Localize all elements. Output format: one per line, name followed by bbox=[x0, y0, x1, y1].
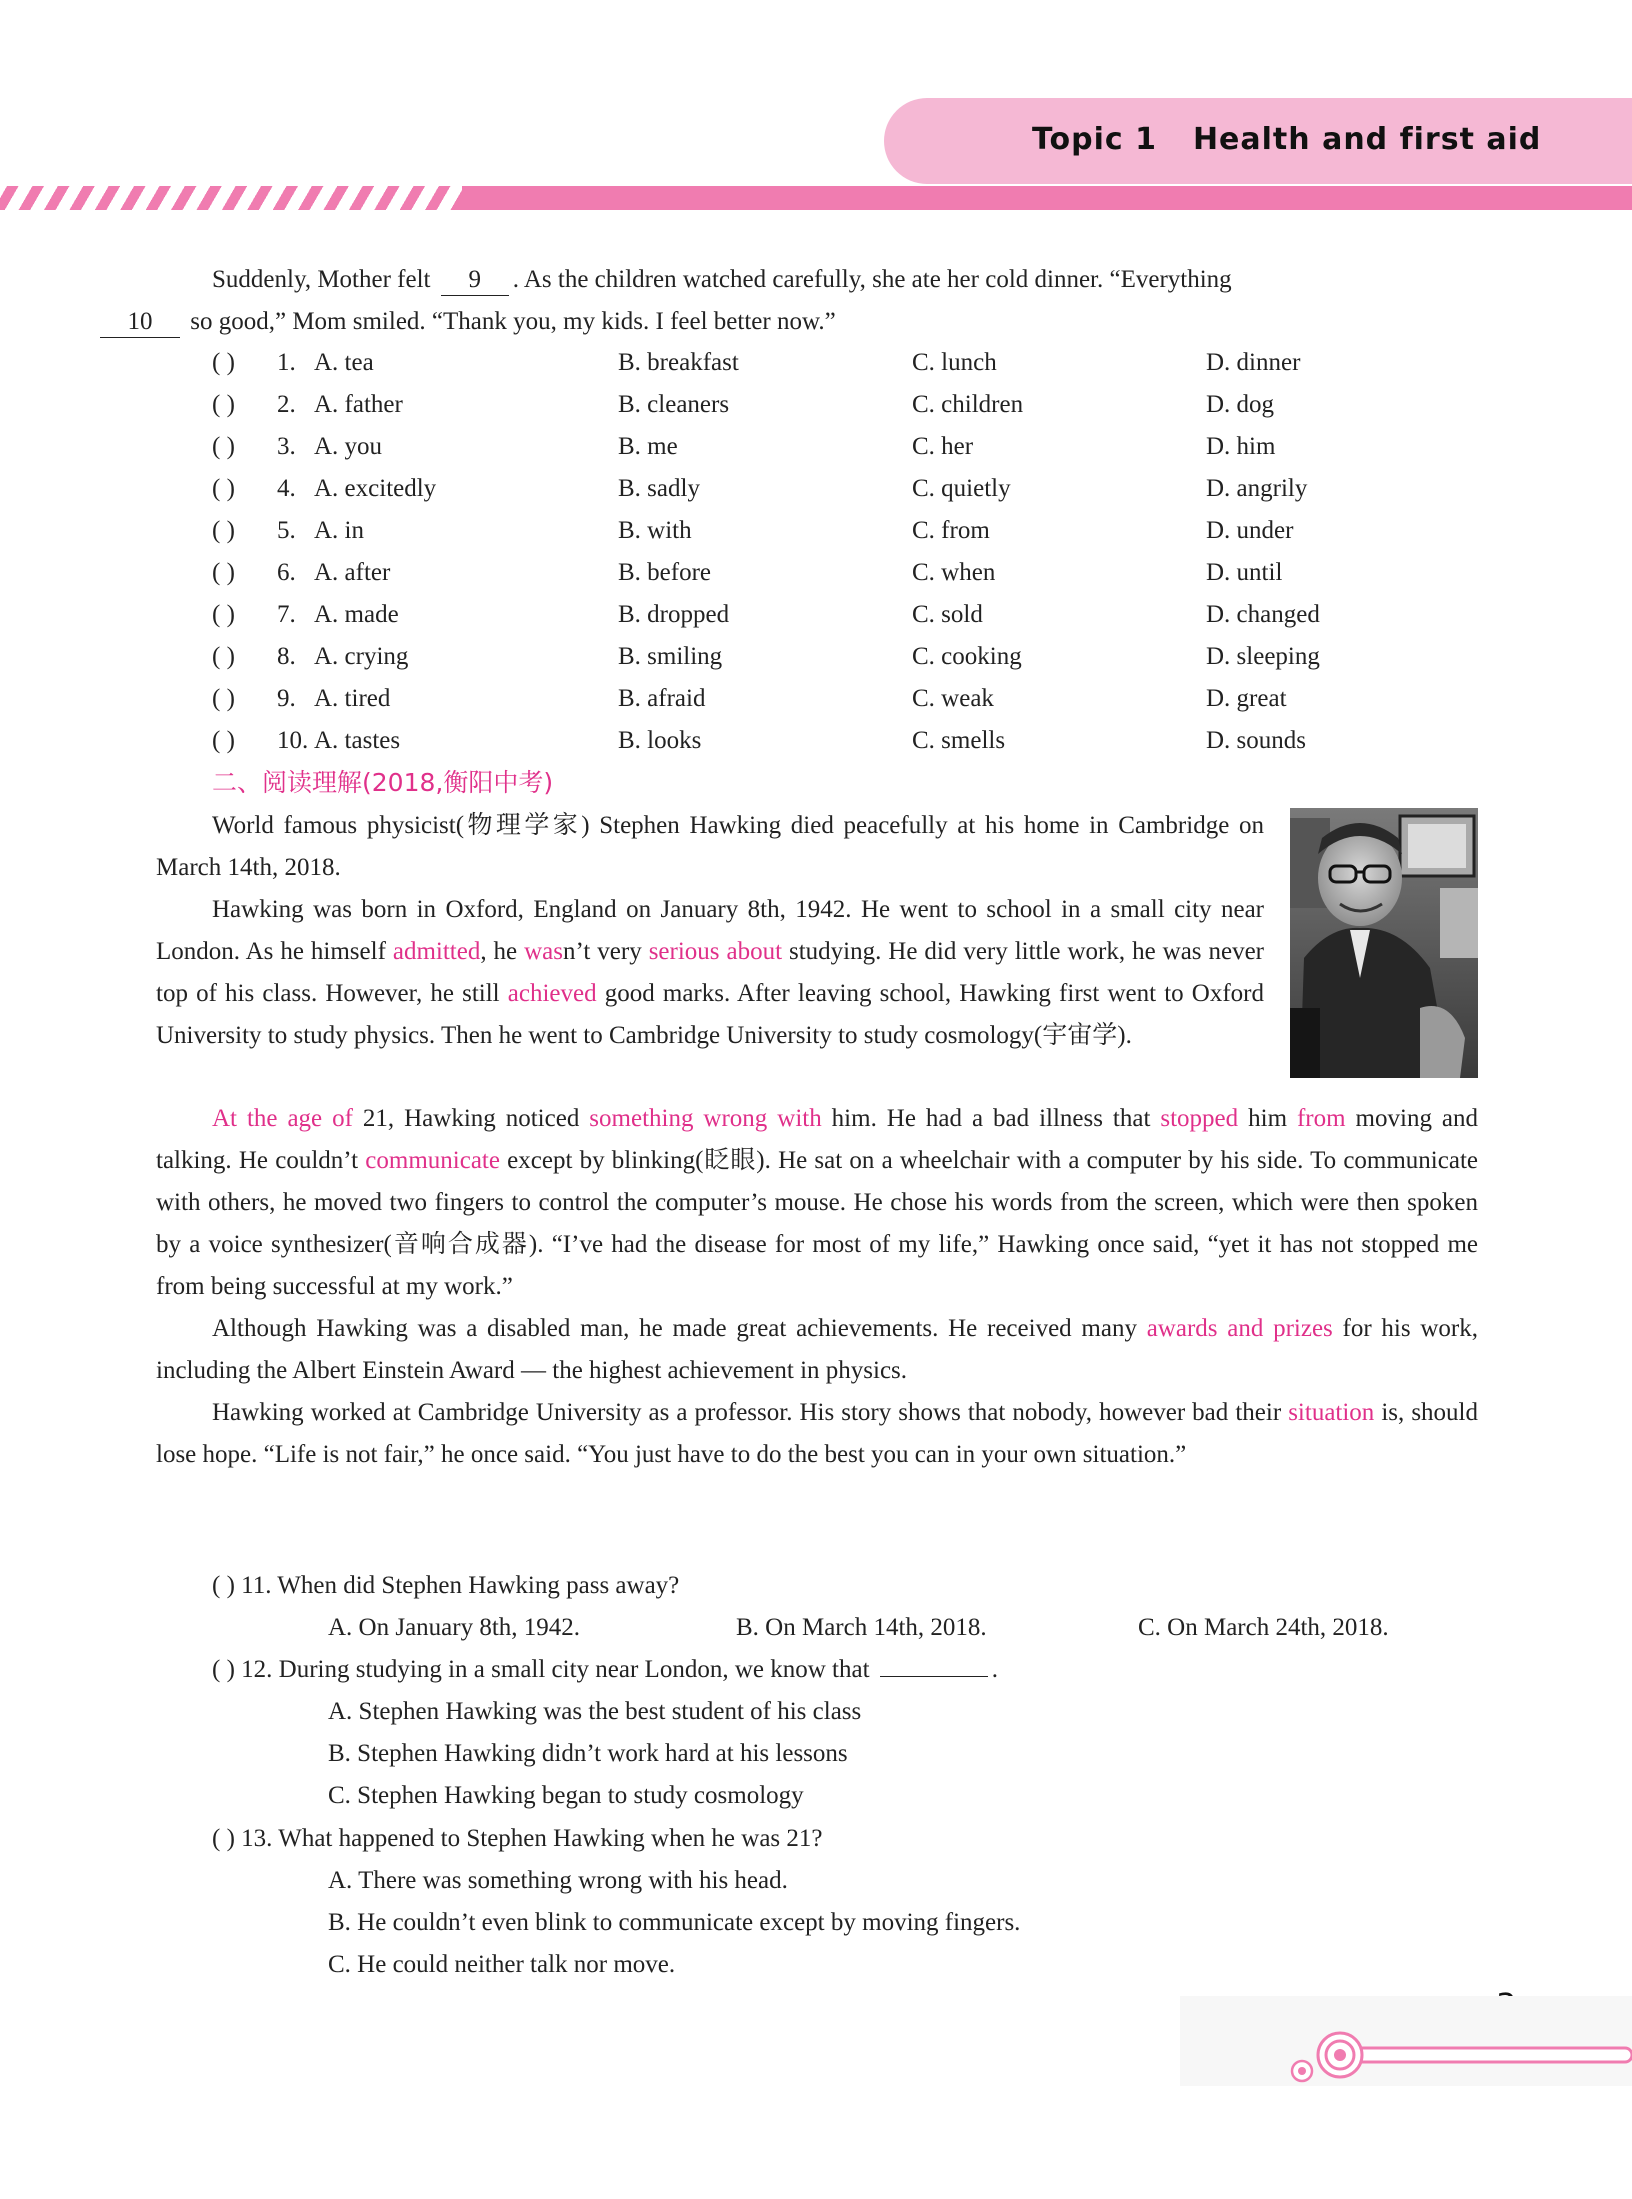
answer-paren[interactable]: ( ) bbox=[212, 1656, 235, 1683]
passage-paragraph-1: World famous physicist(物理学家) Stephen Hawking died peacefully at his home in Cambridge on March 14th, 2018. bbox=[156, 812, 1264, 881]
answer-paren[interactable]: ( ) bbox=[212, 475, 235, 502]
cloze-question-row bbox=[212, 720, 1472, 762]
question-number: 7. bbox=[277, 601, 296, 628]
q13-stem: ( ) 13. What happened to Stephen Hawking when he was 21? bbox=[212, 1825, 823, 1852]
option-b: B. cleaners bbox=[618, 391, 730, 418]
q11-option-b: B. On March 14th, 2018. bbox=[736, 1614, 987, 1641]
answer-paren[interactable]: ( ) bbox=[212, 433, 235, 460]
answer-paren[interactable]: ( ) bbox=[212, 1825, 235, 1852]
option-d: D. until bbox=[1206, 559, 1283, 586]
cloze-question-row bbox=[212, 384, 1472, 426]
keyword: situation bbox=[1288, 1399, 1375, 1426]
option-b: B. smiling bbox=[618, 643, 723, 670]
q11-option-a: A. On January 8th, 1942. bbox=[328, 1614, 581, 1641]
q13-option-a: A. There was something wrong with his head. bbox=[328, 1867, 788, 1894]
option-b: B. sadly bbox=[618, 475, 700, 502]
footer-decoration bbox=[1180, 1996, 1632, 2086]
option-b: B. me bbox=[618, 433, 678, 460]
q12-option-a: A. Stephen Hawking was the best student of his class bbox=[328, 1698, 862, 1725]
q12-stem: ( ) 12. During studying in a small city near London, we know that . bbox=[212, 1656, 999, 1683]
keyword: stopped bbox=[1160, 1105, 1239, 1132]
option-a: A. after bbox=[314, 559, 391, 586]
passage-paragraph-4: Although Hawking was a disabled man, he made great achievements. He received many awards and prizes for his work, including the Albert Einstein Award — the highest achievement in physics. bbox=[156, 1315, 1478, 1384]
option-c: C. cooking bbox=[912, 643, 1022, 670]
cloze-question-row bbox=[212, 342, 1472, 384]
option-a: A. made bbox=[314, 601, 399, 628]
question-number: 4. bbox=[277, 475, 296, 502]
cloze-question-row bbox=[212, 636, 1472, 678]
option-b: B. with bbox=[618, 517, 692, 544]
question-number: 10. bbox=[277, 727, 309, 754]
option-c: C. lunch bbox=[912, 349, 997, 376]
target-rings-icon bbox=[1180, 1996, 1632, 2086]
blank-10[interactable]: 10 bbox=[100, 307, 180, 338]
answer-paren[interactable]: ( ) bbox=[212, 559, 235, 586]
question-number: 2. bbox=[277, 391, 296, 418]
q11-option-c: C. On March 24th, 2018. bbox=[1138, 1614, 1389, 1641]
answer-paren[interactable]: ( ) bbox=[212, 685, 235, 712]
question-number: 6. bbox=[277, 559, 296, 586]
question-number: 3. bbox=[277, 433, 296, 460]
option-c: C. when bbox=[912, 559, 996, 586]
question-number: 5. bbox=[277, 517, 296, 544]
question-number: 1. bbox=[277, 349, 296, 376]
option-a: A. you bbox=[314, 433, 383, 460]
q13-option-b: B. He couldn’t even blink to communicate except by moving fingers. bbox=[328, 1909, 1021, 1936]
cloze-text bbox=[127, 259, 1478, 343]
keyword: was bbox=[524, 938, 564, 965]
answer-paren[interactable]: ( ) bbox=[212, 391, 235, 418]
question-number: 8. bbox=[277, 643, 296, 670]
q12-option-b: B. Stephen Hawking didn’t work hard at his lessons bbox=[328, 1740, 848, 1767]
passage-part2 bbox=[156, 1098, 1478, 1476]
topic-label: Topic 1 bbox=[1032, 122, 1157, 157]
passage-paragraph-2: Hawking was born in Oxford, England on January 8th, 1942. He went to school in a small city near London. As he himself admitted, he wasn’t very serious about studying. He did very little work, he was never top of his class. However, he still achieved good marks. After leaving school, Hawking first went to Oxford University to study physics. Then he went to Cambridge University to study cosmology(宇宙学). bbox=[156, 896, 1264, 1049]
solid-stripe bbox=[462, 186, 1632, 210]
keyword: from bbox=[1296, 1105, 1346, 1132]
cloze-question-row bbox=[212, 426, 1472, 468]
passage-paragraph-5: Hawking worked at Cambridge University as a professor. His story shows that nobody, however bad their situation is, should lose hope. “Life is not fair,” he once said. “You just have to do the best you can in your own situation.” bbox=[156, 1399, 1479, 1468]
option-d: D. angrily bbox=[1206, 475, 1308, 502]
answer-paren[interactable]: ( ) bbox=[212, 349, 235, 376]
keyword: admitted bbox=[392, 938, 481, 965]
q13-option-c: C. He could neither talk nor move. bbox=[328, 1951, 676, 1978]
option-c: C. her bbox=[912, 433, 974, 460]
answer-paren[interactable]: ( ) bbox=[212, 601, 235, 628]
section-title-reading: 二、阅读理解(2018,衡阳中考) bbox=[212, 768, 554, 797]
passage-part1 bbox=[156, 805, 1264, 1057]
hawking-photo bbox=[1290, 808, 1478, 1078]
cloze-question-row bbox=[212, 678, 1472, 720]
cloze-question-row bbox=[212, 468, 1472, 510]
question-number: 9. bbox=[277, 685, 296, 712]
option-b: B. before bbox=[618, 559, 712, 586]
option-c: C. quietly bbox=[912, 475, 1011, 502]
option-b: B. dropped bbox=[618, 601, 730, 628]
diagonal-stripes bbox=[0, 186, 462, 210]
option-d: D. changed bbox=[1206, 601, 1320, 628]
answer-paren[interactable]: ( ) bbox=[212, 1572, 235, 1599]
keyword: awards and prizes bbox=[1146, 1315, 1333, 1342]
option-c: C. smells bbox=[912, 727, 1006, 754]
blank-9[interactable]: 9 bbox=[441, 265, 509, 296]
option-d: D. under bbox=[1206, 517, 1294, 544]
option-a: A. tastes bbox=[314, 727, 401, 754]
q12-blank[interactable] bbox=[880, 1676, 988, 1677]
hawking-photo-image bbox=[1290, 808, 1478, 1078]
option-a: A. in bbox=[314, 517, 364, 544]
answer-paren[interactable]: ( ) bbox=[212, 517, 235, 544]
option-d: D. him bbox=[1206, 433, 1276, 460]
cloze-question-row bbox=[212, 510, 1472, 552]
option-b: B. breakfast bbox=[618, 349, 739, 376]
keyword: At the age of bbox=[212, 1105, 353, 1132]
passage-paragraph-3: At the age of 21, Hawking noticed something wrong with him. He had a bad illness that stopped him from moving and talking. He couldn’t communicate except by blinking(眨眼). He sat on a wheelchair with a computer by his side. To communicate with others, he moved two fingers to control the computer’s mouse. He chose his words from the screen, which were then spoken by a voice synthesizer(音响合成器). “I’ve had the disease for most of my life,” Hawking once said, “yet it has not stopped me from being successful at my work.” bbox=[156, 1105, 1479, 1300]
keyword: something wrong with bbox=[589, 1105, 822, 1132]
option-b: B. afraid bbox=[618, 685, 706, 712]
cloze-paragraph: Suddenly, Mother felt 9 . As the children watched carefully, she ate her cold dinner. “Everything 10 so good,” Mom smiled. “Thank you, my kids. I feel better now.” bbox=[156, 259, 1478, 343]
option-c: C. weak bbox=[912, 685, 994, 712]
header-stripe-band bbox=[0, 186, 1632, 210]
option-a: A. tired bbox=[314, 685, 391, 712]
keyword: achieved bbox=[507, 980, 597, 1007]
option-d: D. sounds bbox=[1206, 727, 1307, 754]
header-title bbox=[1032, 122, 1541, 157]
option-b: B. looks bbox=[618, 727, 702, 754]
cloze-question-row bbox=[212, 552, 1472, 594]
option-a: A. tea bbox=[314, 349, 374, 376]
option-a: A. father bbox=[314, 391, 403, 418]
option-d: D. sleeping bbox=[1206, 643, 1320, 670]
keyword: communicate bbox=[365, 1147, 500, 1174]
option-d: D. dinner bbox=[1206, 349, 1301, 376]
option-c: C. from bbox=[912, 517, 990, 544]
option-c: C. children bbox=[912, 391, 1024, 418]
topic-title: Health and first aid bbox=[1192, 122, 1542, 157]
answer-paren[interactable]: ( ) bbox=[212, 727, 235, 754]
option-d: D. great bbox=[1206, 685, 1287, 712]
option-a: A. excitedly bbox=[314, 475, 437, 502]
cloze-question-row bbox=[212, 594, 1472, 636]
option-d: D. dog bbox=[1206, 391, 1275, 418]
q11-stem: ( ) 11. When did Stephen Hawking pass away? bbox=[212, 1572, 680, 1599]
option-c: C. sold bbox=[912, 601, 983, 628]
keyword: serious about bbox=[648, 938, 783, 965]
option-a: A. crying bbox=[314, 643, 409, 670]
q12-option-c: C. Stephen Hawking began to study cosmology bbox=[328, 1782, 804, 1809]
answer-paren[interactable]: ( ) bbox=[212, 643, 235, 670]
